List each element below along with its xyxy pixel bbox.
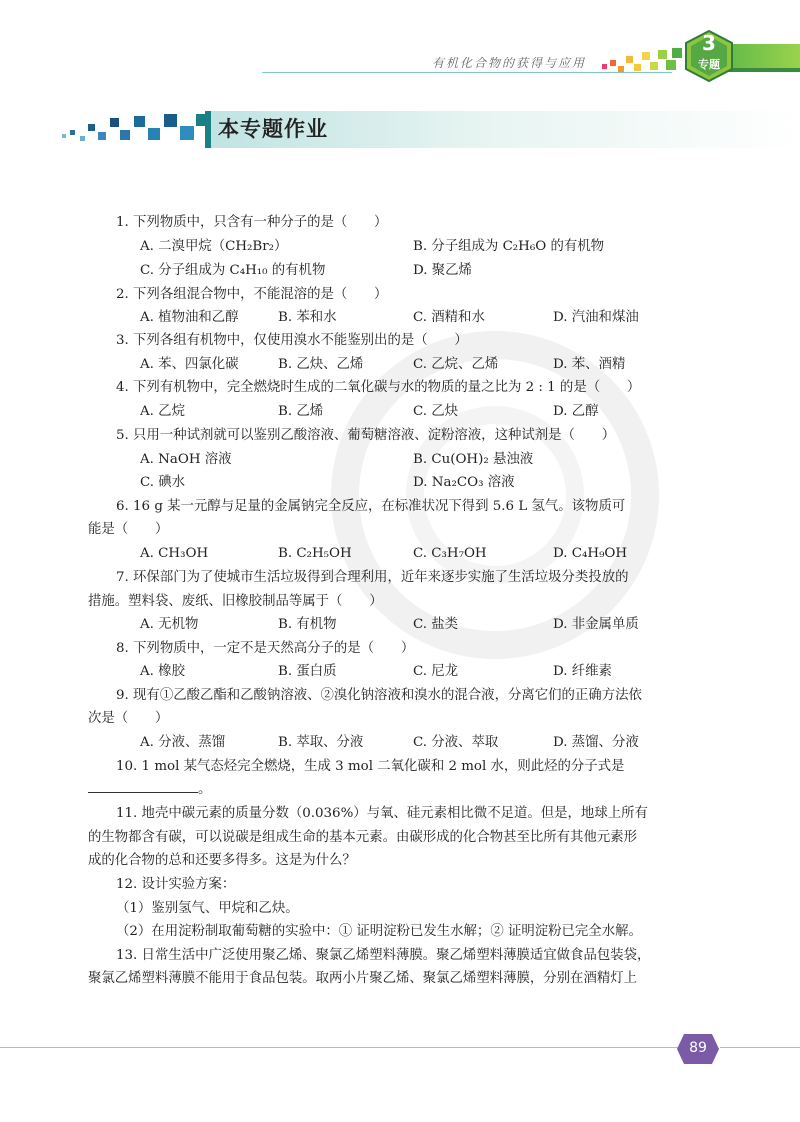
q6-option-c: C. C₃H₇OH — [413, 546, 487, 561]
question-11-line-1: 11. 地壳中碳元素的质量分数（0.036%）与氧、硅元素相比微不足道。但是，地球上所有 — [116, 806, 648, 821]
page-number: 89 — [689, 1040, 707, 1056]
q2-option-b: B. 苯和水 — [278, 310, 337, 325]
section-title: 本专题作业 — [218, 117, 328, 141]
title-pixel-decoration — [60, 112, 210, 148]
q2-option-d: D. 汽油和煤油 — [553, 310, 639, 325]
question-13-line-1: 13. 日常生活中广泛使用聚乙烯、聚氯乙烯塑料薄膜。聚乙烯塑料薄膜适宜做食品包装袋， — [116, 948, 651, 963]
q9-option-c: C. 分液、萃取 — [413, 735, 499, 750]
chapter-number: 3 — [702, 31, 716, 55]
question-3-stem: 3. 下列各组有机物中，仅使用溴水不能鉴别出的是（ ） — [116, 333, 468, 348]
question-11-line-3: 成的化合物的总和还要多得多。这是为什么？ — [88, 853, 356, 868]
question-4-stem: 4. 下列有机物中，完全燃烧时生成的二氧化碳与水的物质的量之比为 2 : 1 的是（ ） — [116, 380, 641, 395]
question-6-stem-line-1: 6. 16 g 某一元醇与足量的金属钠完全反应，在标准状况下得到 5.6 L 氢气。该物质可 — [116, 499, 626, 514]
q3-option-a: A. 苯、四氯化碳 — [140, 357, 239, 372]
q9-option-d: D. 蒸馏、分液 — [553, 735, 639, 750]
q1-option-a: A. 二溴甲烷（CH₂Br₂） — [140, 239, 288, 254]
q4-option-b: B. 乙烯 — [278, 404, 324, 419]
question-1-stem: 1. 下列物质中，只含有一种分子的是（ ） — [116, 215, 388, 230]
section-title-accent — [205, 111, 211, 148]
q7-option-d: D. 非金属单质 — [553, 617, 639, 632]
question-10-answer-line — [88, 780, 211, 800]
q1-option-c: C. 分子组成为 C₄H₁₀ 的有机物 — [140, 263, 326, 278]
q8-option-d: D. 纤维素 — [553, 664, 612, 679]
q8-option-a: A. 橡胶 — [140, 664, 185, 679]
question-9-stem-line-1: 9. 现有①乙酸乙酯和乙酸钠溶液、②溴化钠溶液和溴水的混合液，分离它们的正确方法依 — [116, 688, 642, 703]
question-9-stem-line-2: 次是（ ） — [88, 711, 169, 726]
q7-option-c: C. 盐类 — [413, 617, 459, 632]
running-head: 有机化合物的获得与应用 — [432, 56, 587, 70]
answer-blank — [88, 780, 198, 793]
q1-option-d: D. 聚乙烯 — [413, 263, 472, 278]
q4-option-d: D. 乙醇 — [553, 404, 599, 419]
footer-rule-right — [720, 1047, 800, 1048]
footer-rule — [0, 1047, 690, 1048]
q6-option-a: A. CH₃OH — [140, 546, 209, 561]
question-5-stem: 5. 只用一种试剂就可以鉴别乙酸溶液、葡萄糖溶液、淀粉溶液，这种试剂是（ ） — [116, 428, 616, 443]
q9-option-a: A. 分液、蒸馏 — [140, 735, 226, 750]
question-13-line-2: 聚氯乙烯塑料薄膜不能用于食品包装。取两小片聚乙烯、聚氯乙烯塑料薄膜，分别在酒精灯上 — [88, 971, 638, 986]
q2-option-c: C. 酒精和水 — [413, 310, 485, 325]
q7-option-a: A. 无机物 — [140, 617, 199, 632]
q2-option-a: A. 植物油和乙醇 — [140, 310, 239, 325]
q6-option-d: D. C₄H₉OH — [553, 546, 628, 561]
q8-option-c: C. 尼龙 — [413, 664, 459, 679]
q3-option-c: C. 乙烷、乙烯 — [413, 357, 499, 372]
question-7-stem-line-1: 7. 环保部门为了使城市生活垃圾得到合理利用，近年来逐步实施了生活垃圾分类投放的 — [116, 570, 629, 585]
q5-option-d: D. Na₂CO₃ 溶液 — [413, 475, 515, 490]
q5-option-b: B. Cu(OH)₂ 悬浊液 — [413, 452, 534, 467]
q1-option-b: B. 分子组成为 C₂H₆O 的有机物 — [413, 239, 605, 254]
question-10-end: 。 — [198, 782, 212, 797]
question-2-stem: 2. 下列各组混合物中，不能混溶的是（ ） — [116, 287, 388, 302]
chapter-label: 专题 — [698, 58, 720, 71]
q3-option-b: B. 乙炔、乙烯 — [278, 357, 364, 372]
q4-option-c: C. 乙炔 — [413, 404, 459, 419]
question-8-stem: 8. 下列物质中，一定不是天然高分子的是（ ） — [116, 641, 415, 656]
question-12-part-2: （2）在用淀粉制取葡萄糖的实验中：① 证明淀粉已发生水解；② 证明淀粉已完全水解。 — [116, 924, 642, 939]
q4-option-a: A. 乙烷 — [140, 404, 185, 419]
q9-option-b: B. 萃取、分液 — [278, 735, 364, 750]
header-rule — [262, 72, 672, 73]
q5-option-c: C. 碘水 — [140, 475, 186, 490]
question-7-stem-line-2: 措施。塑料袋、废纸、旧橡胶制品等属于（ ） — [88, 594, 383, 609]
question-10-stem: 10. 1 mol 某气态烃完全燃烧，生成 3 mol 二氧化碳和 2 mol 水，则此烃的分子式是 — [116, 759, 625, 774]
q7-option-b: B. 有机物 — [278, 617, 337, 632]
q6-option-b: B. C₂H₅OH — [278, 546, 352, 561]
question-11-line-2: 的生物都含有碳，可以说碳是组成生命的基本元素。由碳形成的化合物甚至比所有其他元素形 — [88, 830, 638, 845]
question-12-line-1: 12. 设计实验方案： — [116, 877, 236, 892]
q8-option-b: B. 蛋白质 — [278, 664, 337, 679]
q3-option-d: D. 苯、酒精 — [553, 357, 626, 372]
question-12-part-1: （1）鉴别氢气、甲烷和乙炔。 — [116, 901, 299, 916]
question-6-stem-line-2: 能是（ ） — [88, 522, 169, 537]
q5-option-a: A. NaOH 溶液 — [140, 452, 232, 467]
